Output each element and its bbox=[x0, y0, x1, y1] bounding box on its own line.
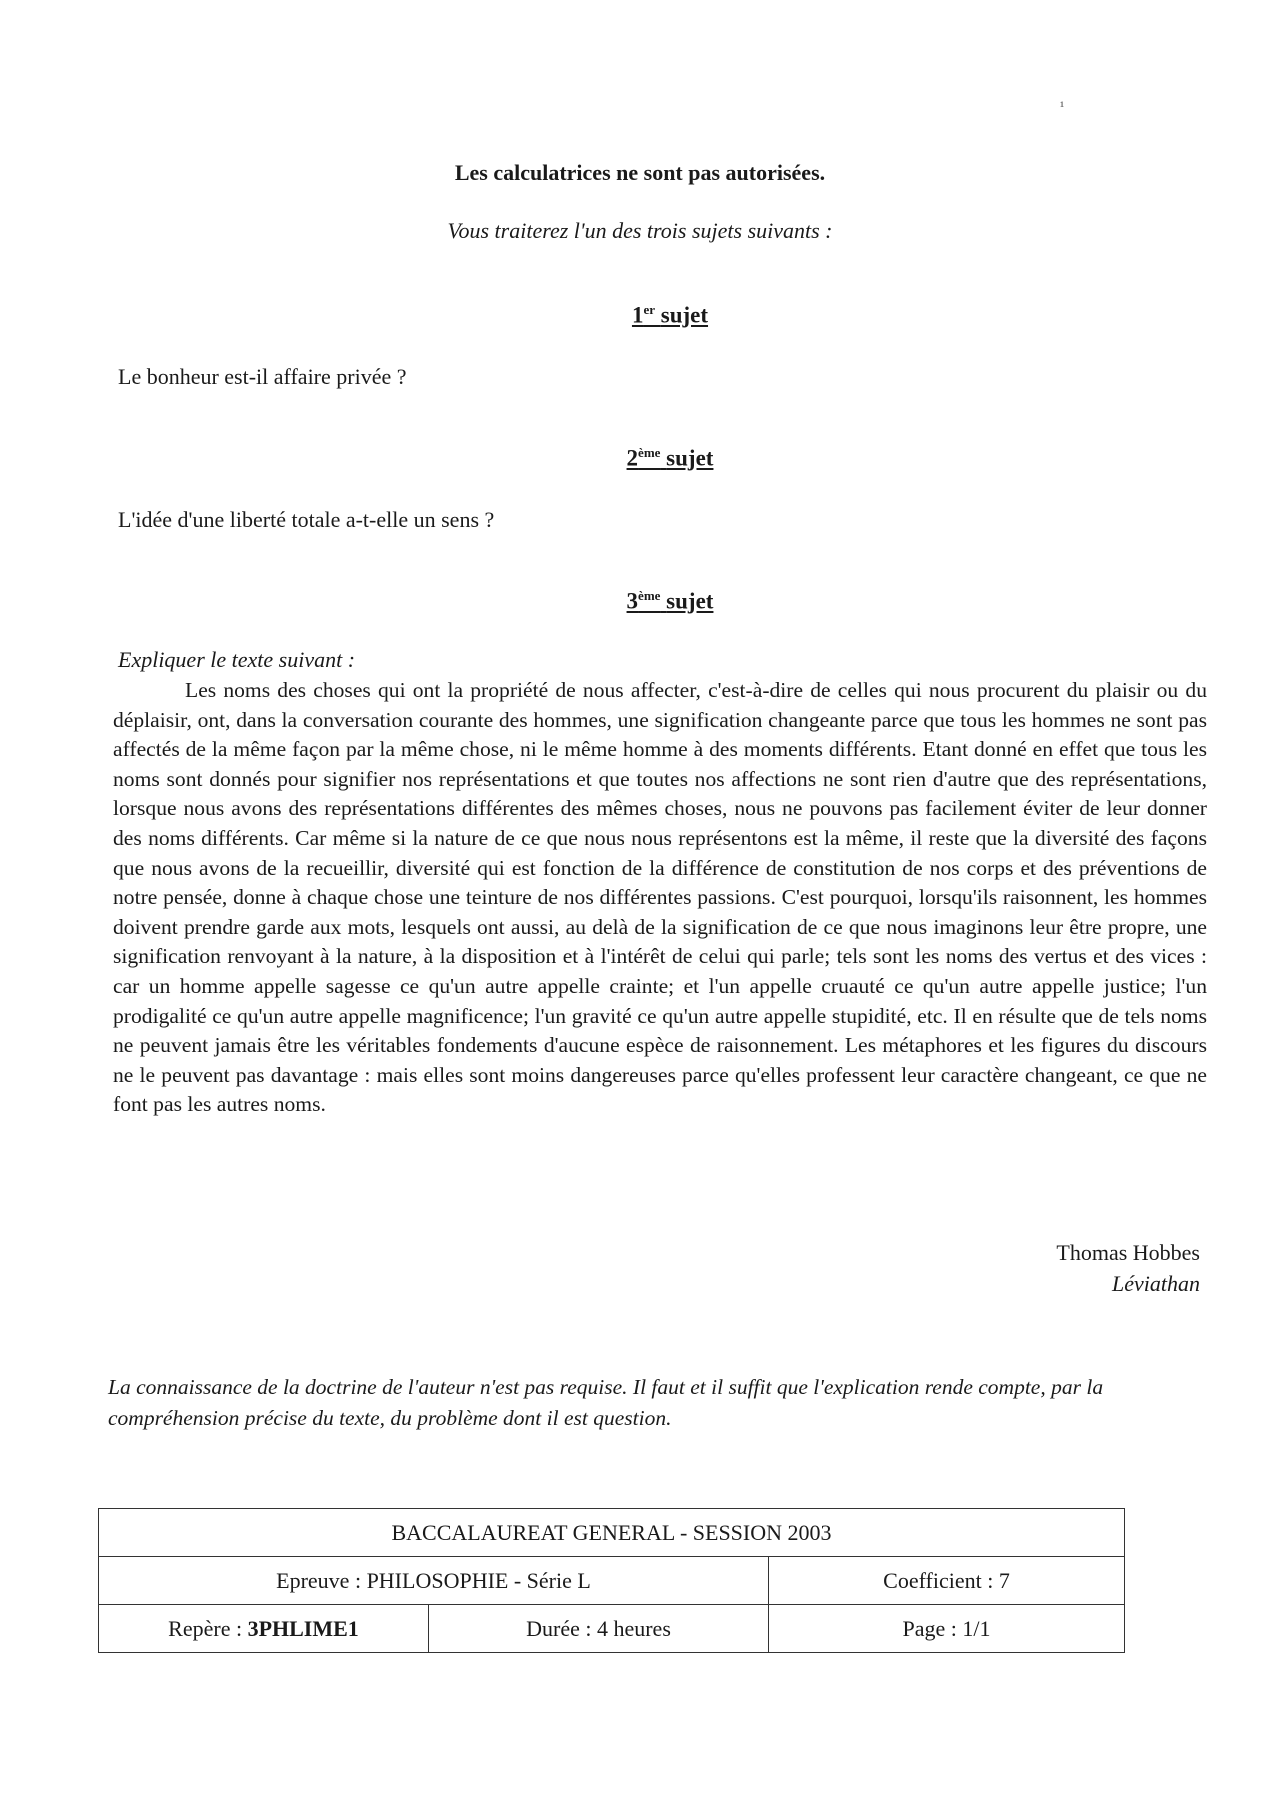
exam-info-table bbox=[98, 1508, 1125, 1653]
exam-info-row bbox=[99, 1509, 1125, 1557]
subject-number: 1 bbox=[631, 302, 644, 328]
exam-info-row bbox=[99, 1557, 1125, 1605]
exam-coefficient: Coefficient : 7 bbox=[769, 1557, 1125, 1605]
subject-suffix: ème bbox=[638, 445, 661, 460]
subject-3-question: Expliquer le texte suivant : bbox=[118, 647, 356, 672]
subject-number: 2 bbox=[626, 445, 639, 471]
stray-mark: ¹ bbox=[1060, 100, 1065, 115]
exam-reference-code: 3PHLIME1 bbox=[247, 1615, 359, 1641]
subject-2-question: L'idée d'une liberté totale a-t-elle un sens ? bbox=[118, 507, 495, 532]
subject-suffix: ème bbox=[638, 588, 661, 603]
calculator-notice: Les calculatrices ne sont pas autorisées. bbox=[454, 160, 826, 185]
exam-page-number: Page : 1/1 bbox=[769, 1605, 1125, 1653]
exam-reference bbox=[99, 1605, 429, 1653]
subject-suffix: er bbox=[643, 302, 655, 317]
assessment-note: La connaissance de la doctrine de l'auteur n'est pas requise. Il faut et il suffit que l'explication rende compte, par la compréhension précise du texte, du problème dont il est question. bbox=[108, 1375, 1104, 1430]
subject-word: sujet bbox=[660, 302, 709, 328]
exam-info-row bbox=[99, 1605, 1125, 1653]
exam-session-title: BACCALAUREAT GENERAL - SESSION 2003 bbox=[99, 1509, 1125, 1557]
hobbes-passage: Les noms des choses qui ont la propriété de nous affecter, c'est-à-dire de celles qui nous procurent du plaisir ou du déplaisir, ont, dans la conversation courante des hommes, une signification changeante parce que tous les hommes ne sont pas affectés de la même façon par la même chose, ni le même homme à des moments différents. Etant donné en effet que tous les noms sont donnés pour signifier nos représentations et que toutes nos affections ne sont rien d'autre que des représentations, lorsque nous avons des représentations différentes des mêmes choses, nous ne pouvons pas facilement éviter de leur donner des noms différents. Car même si la nature de ce que nous nous représentons est la même, il reste que la diversité des façons que nous avons de la recueillir, diversité qui est fonction de la différence de constitution de nos corps et des préventions de notre pensée, donne à chaque chose une teinture de nos différentes passions. C'est pourquoi, lorsqu'ils raisonnent, les hommes doivent prendre garde aux mots, lesquels ont aussi, au delà de la signification de ce que nous imaginons leur être propre, une signification renvoyant à la nature, à la disposition et à l'intérêt de celui qui parle; tels sont les noms des vertus et des vices : car un homme appelle sagesse ce qu'un autre appelle crainte; et l'un appelle cruauté ce qu'un autre appelle justice; l'un prodigalité ce qu'un autre appelle magnificence; l'un gravité ce qu'un autre appelle stupidité, etc. Il en résulte que de tels noms ne peuvent jamais être les véritables fondements d'aucune espèce de raisonnement. Les métaphores et les figures du discours ne le peuvent pas davantage : mais elles sont moins dangereuses parce qu'elles professent leur caractère changeant, ce que ne font pas les autres noms. bbox=[113, 678, 1207, 1117]
subject-word: sujet bbox=[666, 445, 714, 471]
subject-2-heading bbox=[0, 445, 1280, 472]
subject-1-heading bbox=[0, 302, 1280, 329]
exam-subject: Epreuve : PHILOSOPHIE - Série L bbox=[99, 1557, 769, 1605]
subject-word: sujet bbox=[666, 588, 714, 614]
author-name: Thomas Hobbes bbox=[1056, 1240, 1200, 1265]
work-title: Léviathan bbox=[1112, 1271, 1200, 1296]
exam-duration: Durée : 4 heures bbox=[429, 1605, 769, 1653]
subject-number: 3 bbox=[626, 588, 639, 614]
subject-1-question: Le bonheur est-il affaire privée ? bbox=[118, 364, 407, 389]
instruction-line: Vous traiterez l'un des trois sujets suivants : bbox=[447, 218, 833, 243]
subject-3-heading bbox=[0, 588, 1280, 615]
exam-reference-label: Repère : bbox=[168, 1615, 243, 1641]
